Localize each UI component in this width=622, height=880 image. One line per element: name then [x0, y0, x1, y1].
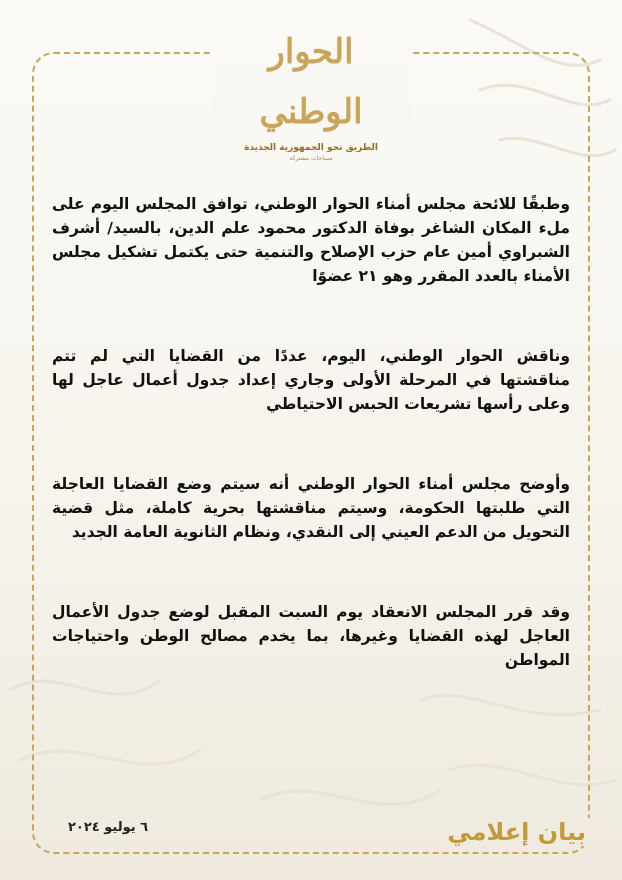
national-dialogue-logo: [211, 8, 411, 162]
paragraph-1: وطبقًا للائحة مجلس أمناء الحوار الوطني، توافق المجلس اليوم على ملء المكان الشاغر بوفاة الدكتور محمود علم الدين، بالسيد/ أشرف الشبراوي أمين عام حزب الإصلاح والتنمية حتى يكتمل تشكيل مجلس الأمناء بالعدد المقرر وهو ٢١ عضوًا: [52, 195, 570, 285]
logo-title: الحوار الوطني: [259, 32, 363, 132]
paragraph-4: وقد قرر المجلس الانعقاد يوم السبت المقبل لوضع جدول الأعمال العاجل لهذه القضايا وغيرها، بما يخدم مصالح الوطن واحتياجات المواطن: [52, 603, 570, 669]
media-statement-label: بيان إعلامي: [441, 818, 592, 846]
statement-date: ٦ يوليو ٢٠٢٤: [64, 820, 174, 835]
logo-tagline: الطريق نحو الجمهورية الجديدة: [244, 143, 378, 153]
paragraph-2: وناقش الحوار الوطني، اليوم، عددًا من القضايا التي لم تتم مناقشتها في المرحلة الأولى وجاري إعداد جدول أعمال عاجل لها وعلى رأسها تشريعات الحبس الاحتياطي: [52, 347, 570, 413]
logo-subline: مساحات مشتركة: [289, 155, 333, 162]
statement-body: [52, 192, 570, 728]
paragraph-3: وأوضح مجلس أمناء الحوار الوطني أنه سيتم وضع القضايا العاجلة التي طلبتها الحكومة، وسيتم مناقشتها بحرية كاملة، مثل قضية التحويل من الدعم العيني إلى النقدي، ونظام الثانوية العامة الجديد: [52, 475, 570, 541]
